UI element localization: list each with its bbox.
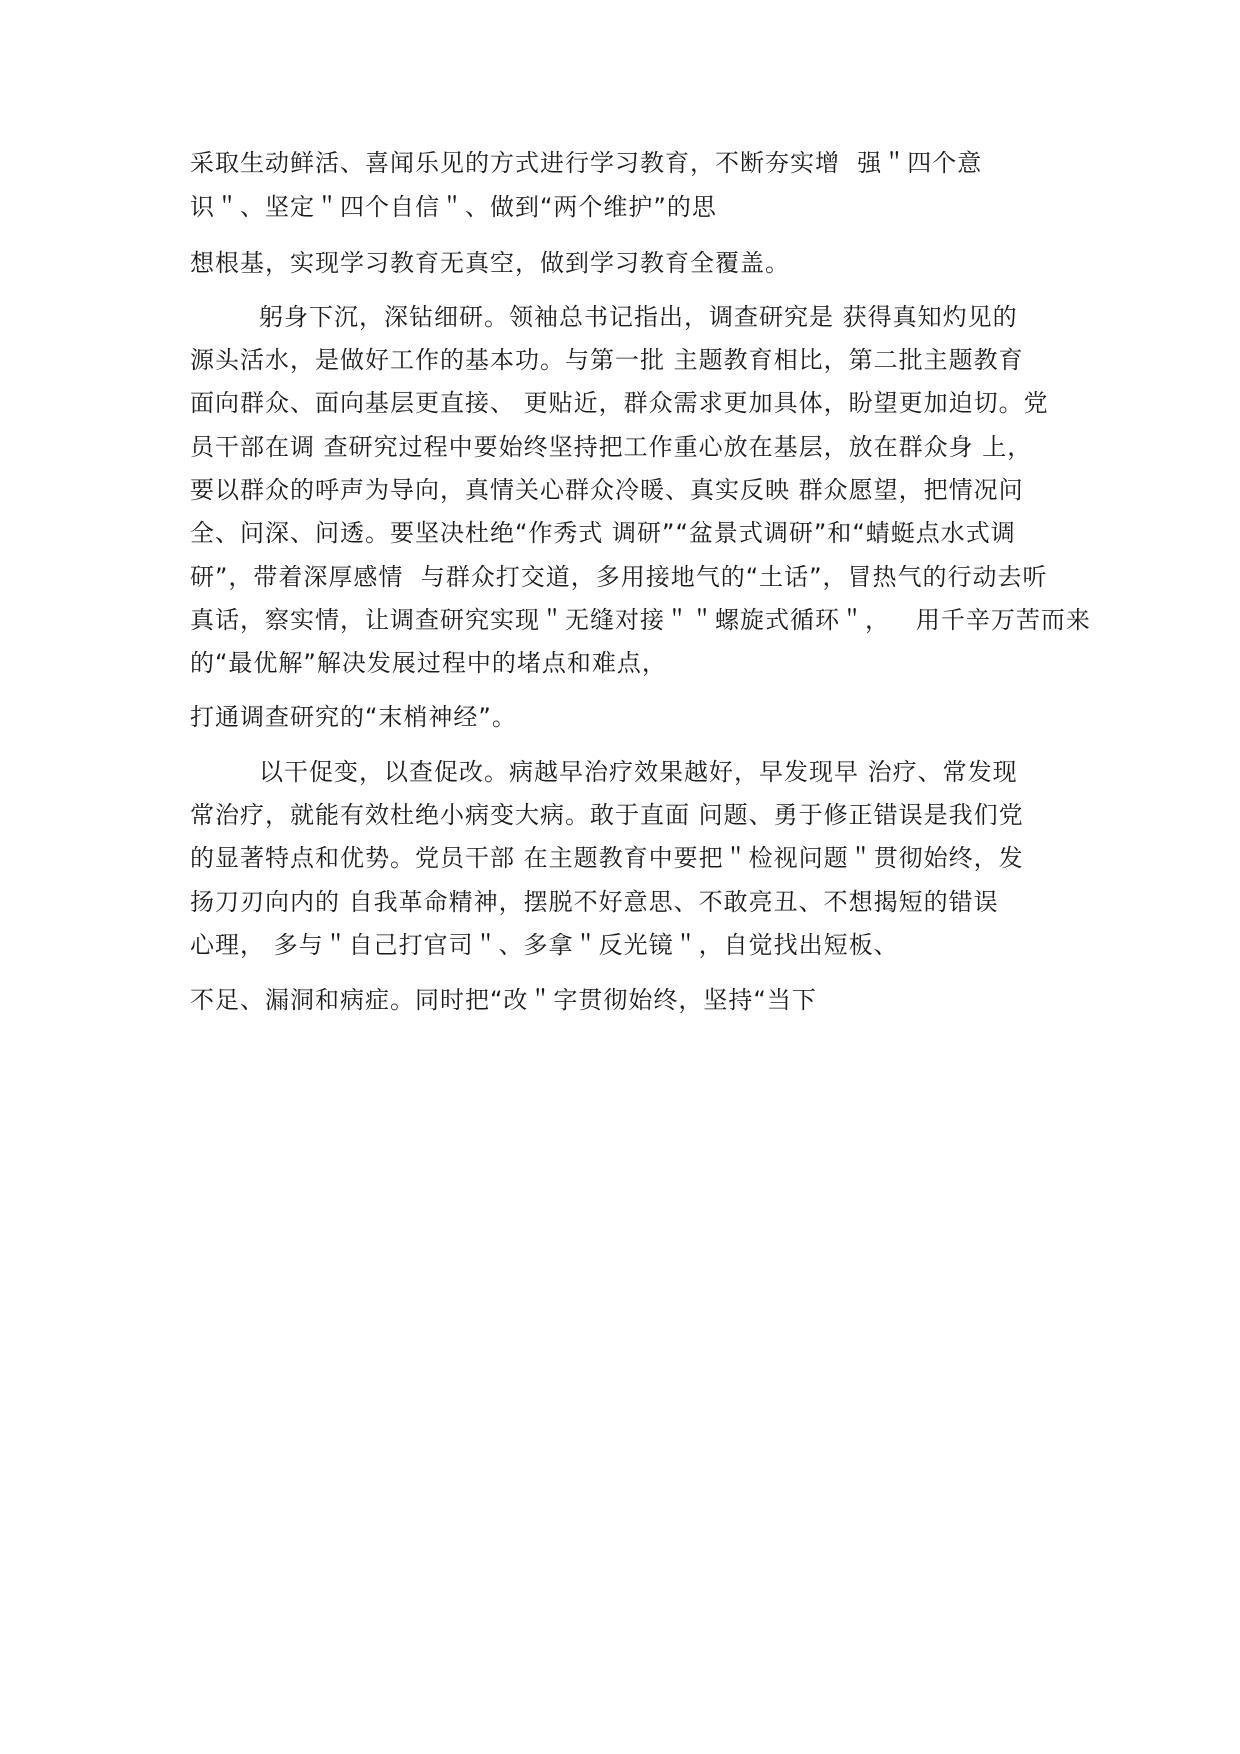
text-line: 采取生动鲜活、喜闻乐见的方式进行学习教育，不断夯实增 强＂四个意 xyxy=(190,149,983,177)
text-line: 想根基，实现学习教育无真空，做到学习教育全覆盖。 xyxy=(190,249,790,277)
text-line: 的显著特点和优势。党员干部 在主题教育中要把＂检视问题＂贯彻始终，发 xyxy=(190,844,1024,872)
text-line: 打通调查研究的“末梢神经”。 xyxy=(190,703,517,731)
text-line: 躬身下沉，深钻细研。领袖总书记指出，调查研究是 获得真知灼见的 xyxy=(190,303,1018,331)
text-line: 扬刀刃向内的 自我革命精神，摆脱不好意思、不敢亮丑、不想揭短的错误 xyxy=(190,888,999,916)
text-line: 识＂、坚定＂四个自信＂、做到“两个维护”的思 xyxy=(190,193,717,221)
text-line: 以干促变，以查促改。病越早治疗效果越好，早发现早 治疗、常发现 xyxy=(190,758,1018,786)
text-line: 的“最优解”解决发展过程中的堵点和难点， xyxy=(190,649,667,677)
text-line: 员干部在调 查研究过程中要始终坚持把工作重心放在基层，放在群众身 上， xyxy=(190,433,1033,461)
text-line: 研”，带着深厚感情 与群众打交道，多用接地气的“土话”，冒热气的行动去听 xyxy=(190,563,1048,591)
text-line: 要以群众的呼声为导向，真情关心群众冷暖、真实反映 群众愿望，把情况问 xyxy=(190,476,1024,504)
text-line: 源头活水，是做好工作的基本功。与第一批 主题教育相比，第二批主题教育 xyxy=(190,346,1024,374)
text-line: 常治疗，就能有效杜绝小病变大病。敢于直面 问题、勇于修正错误是我们党 xyxy=(190,801,1024,829)
text-line: 面向群众、面向基层更直接、 更贴近，群众需求更加具体，盼望更加迫切。党 xyxy=(190,389,1049,417)
text-line: 真话，察实情，让调查研究实现＂无缝对接＂＂螺旋式循环＂， 用千辛万苦而来 xyxy=(190,606,1091,634)
text-line: 全、问深、问透。要坚决杜绝“作秀式 调研”“盆景式调研”和“蜻蜓点水式调 xyxy=(190,519,1016,547)
text-line: 不足、漏洞和病症。同时把“改＂字贯彻始终，坚持“当下 xyxy=(190,986,817,1014)
text-line: 心理， 多与＂自己打官司＂、多拿＂反光镜＂，自觉找出短板、 xyxy=(190,931,899,959)
